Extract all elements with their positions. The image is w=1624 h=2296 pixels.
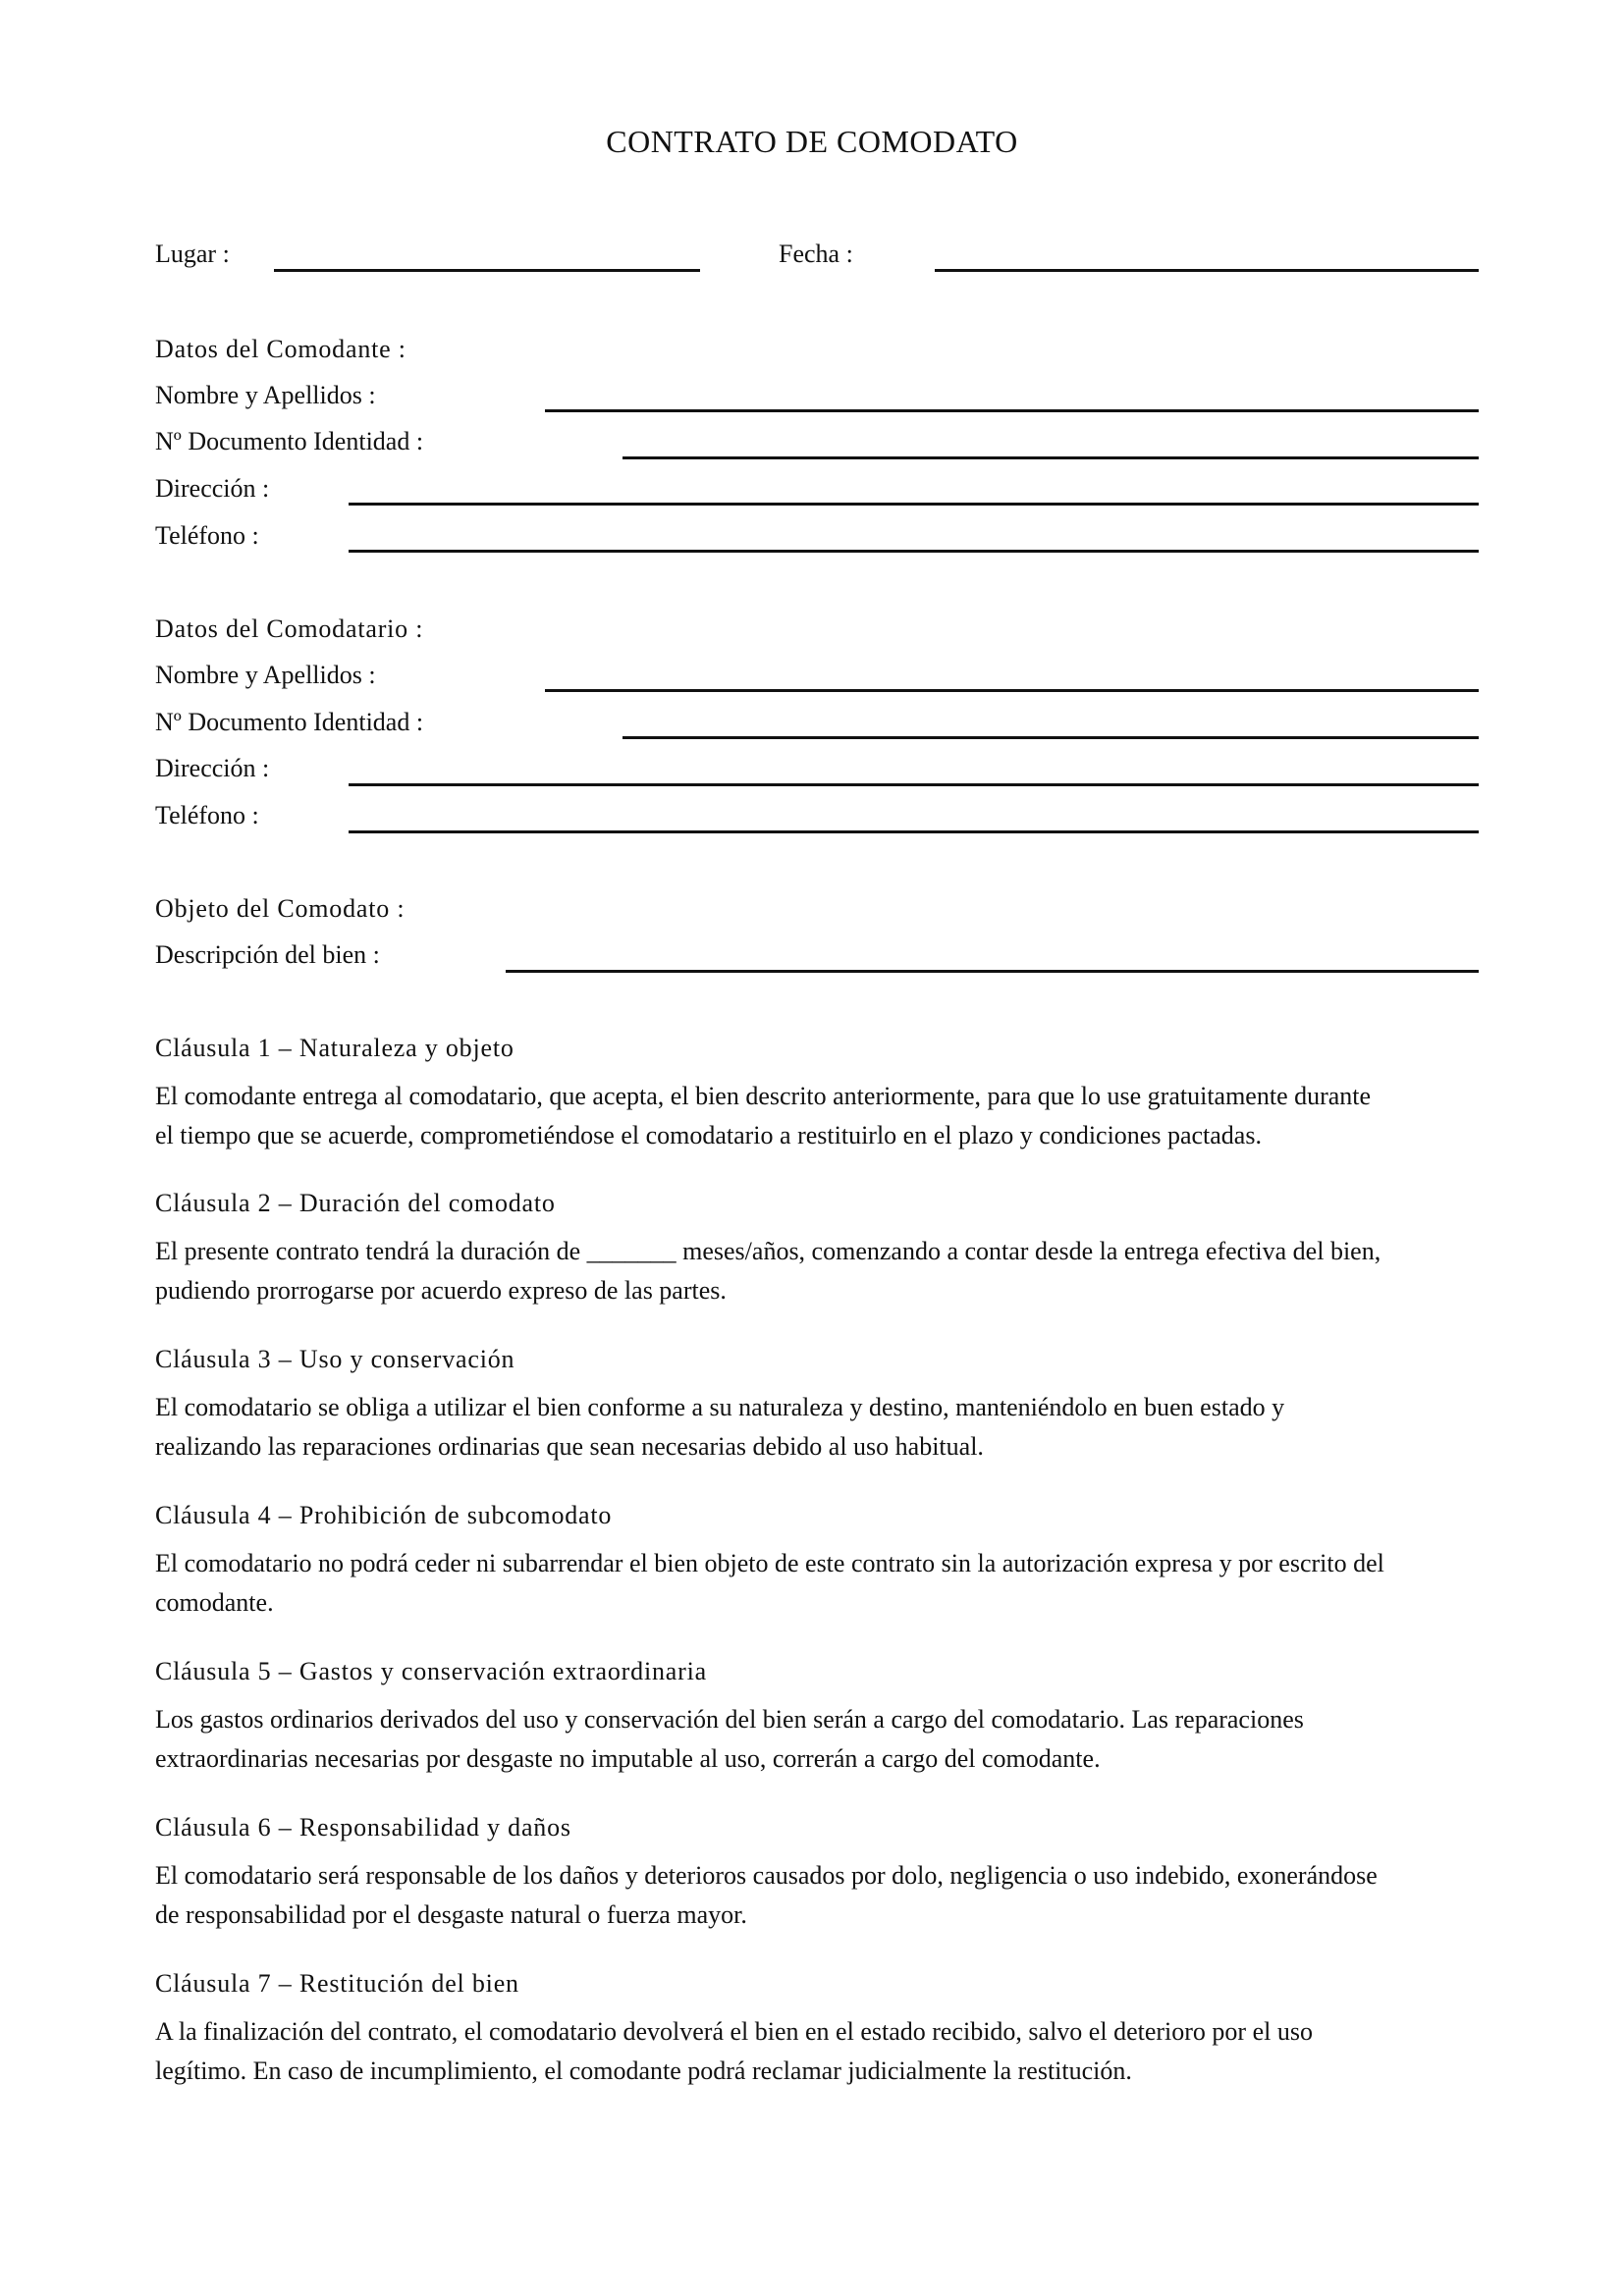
- objeto-descripcion-label: Descripción del bien :: [155, 940, 380, 969]
- fecha-field[interactable]: [935, 269, 1479, 272]
- document-title: CONTRATO DE COMODATO: [606, 124, 1018, 159]
- clause-6-line-1: El comodatario será responsable de los daños y deterioros causados por dolo, negligencia o uso indebido, exonerándose: [155, 1861, 1378, 1890]
- comodante-telefono-label: Teléfono :: [155, 521, 259, 550]
- fecha-label: Fecha :: [779, 240, 853, 268]
- objeto-descripcion-field[interactable]: [506, 970, 1479, 973]
- clause-3-body: [155, 1388, 1490, 1467]
- clause-2-body: [155, 1232, 1490, 1310]
- comodante-direccion-field[interactable]: [349, 503, 1479, 506]
- clause-6-body: [155, 1856, 1490, 1935]
- clause-5-body: [155, 1700, 1490, 1779]
- clause-2-line-2: pudiendo prorrogarse por acuerdo expreso de las partes.: [155, 1276, 727, 1305]
- clause-2-title: Cláusula 2 – Duración del comodato: [155, 1189, 556, 1217]
- clause-7-line-1: A la finalización del contrato, el comodatario devolverá el bien en el estado recibido, salvo el deterioro por el uso: [155, 2017, 1313, 2046]
- clause-7-line-2: legítimo. En caso de incumplimiento, el comodante podrá reclamar judicialmente la restitución.: [155, 2056, 1132, 2085]
- comodante-documento-label: Nº Documento Identidad :: [155, 427, 424, 455]
- clause-3-line-2: realizando las reparaciones ordinarias que sean necesarias debido al uso habitual.: [155, 1432, 984, 1461]
- lugar-label: Lugar :: [155, 240, 230, 268]
- clause-4-line-2: comodante.: [155, 1588, 274, 1617]
- clause-1-line-1: El comodante entrega al comodatario, que acepta, el bien descrito anteriormente, para que lo use gratuitamente durante: [155, 1082, 1372, 1110]
- comodatario-documento-label: Nº Documento Identidad :: [155, 708, 424, 736]
- comodante-direccion-label: Dirección :: [155, 474, 270, 503]
- clause-6-line-2: de responsabilidad por el desgaste natural o fuerza mayor.: [155, 1900, 747, 1929]
- comodante-nombre-label: Nombre y Apellidos :: [155, 381, 376, 409]
- clause-2-line-1: El presente contrato tendrá la duración de _______ meses/años, comenzando a contar desde la entrega efectiva del bien,: [155, 1237, 1381, 1265]
- comodatario-nombre-label: Nombre y Apellidos :: [155, 661, 376, 689]
- clause-7-body: [155, 2012, 1490, 2091]
- comodante-heading: Datos del Comodante :: [155, 335, 406, 363]
- comodatario-direccion-field[interactable]: [349, 783, 1479, 786]
- comodatario-telefono-field[interactable]: [349, 830, 1479, 833]
- lugar-field[interactable]: [274, 269, 700, 272]
- comodante-telefono-field[interactable]: [349, 550, 1479, 553]
- comodatario-heading: Datos del Comodatario :: [155, 614, 424, 643]
- clause-4-line-1: El comodatario no podrá ceder ni subarrendar el bien objeto de este contrato sin la autorización expresa y por escrito del: [155, 1549, 1384, 1577]
- comodatario-nombre-field[interactable]: [545, 689, 1479, 692]
- comodatario-direccion-label: Dirección :: [155, 754, 270, 782]
- clause-6-title: Cláusula 6 – Responsabilidad y daños: [155, 1813, 571, 1842]
- clause-1-body: [155, 1077, 1490, 1155]
- comodante-documento-field[interactable]: [623, 456, 1479, 459]
- clause-3-title: Cláusula 3 – Uso y conservación: [155, 1345, 515, 1373]
- comodatario-telefono-label: Teléfono :: [155, 801, 259, 829]
- clause-5-line-1: Los gastos ordinarios derivados del uso y conservación del bien serán a cargo del comodatario. Las reparaciones: [155, 1705, 1304, 1734]
- clause-5-line-2: extraordinarias necesarias por desgaste no imputable al uso, correrán a cargo del comodante.: [155, 1744, 1101, 1773]
- clause-3-line-1: El comodatario se obliga a utilizar el bien conforme a su naturaleza y destino, manteniéndolo en buen estado y: [155, 1393, 1285, 1421]
- comodante-nombre-field[interactable]: [545, 409, 1479, 412]
- comodatario-documento-field[interactable]: [623, 736, 1479, 739]
- clause-1-line-2: el tiempo que se acuerde, comprometiéndose el comodatario a restituirlo en el plazo y condiciones pactadas.: [155, 1121, 1262, 1149]
- clause-5-title: Cláusula 5 – Gastos y conservación extraordinaria: [155, 1657, 707, 1685]
- objeto-heading: Objeto del Comodato :: [155, 894, 406, 923]
- clause-4-title: Cláusula 4 – Prohibición de subcomodato: [155, 1501, 613, 1529]
- clause-1-title: Cláusula 1 – Naturaleza y objeto: [155, 1034, 514, 1062]
- clause-7-title: Cláusula 7 – Restitución del bien: [155, 1969, 519, 1998]
- clause-4-body: [155, 1544, 1490, 1623]
